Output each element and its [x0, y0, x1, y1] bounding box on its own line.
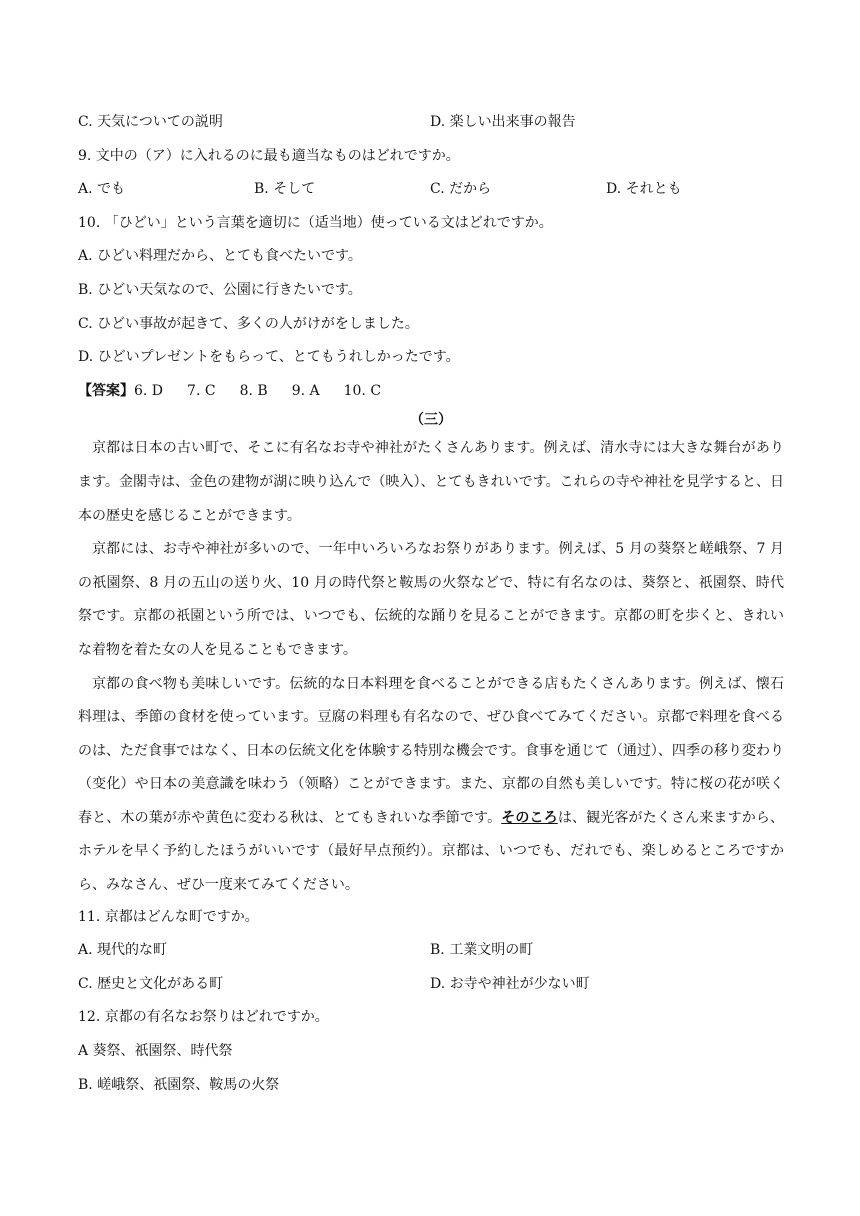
q10-option-c: C. ひどい事故が起きて、多くの人がけがをしました。 — [78, 315, 419, 332]
q9-option-d: D. それとも — [606, 181, 682, 198]
q11-question: 11. 京都はどんな町ですか。 — [78, 908, 259, 925]
answer-item: 6. D — [134, 382, 164, 399]
answer-label: 【答案】 — [78, 382, 134, 399]
q11-option-d: D. お寺や神社が少ない町 — [430, 975, 590, 992]
q11-option-a: A. 現代的な町 — [78, 942, 168, 959]
q10-option-a: A. ひどい料理だから、とても食べたいです。 — [78, 248, 362, 265]
answer-item: 10. C — [343, 382, 382, 399]
q8-option-c: C. 天気についての説明 — [78, 114, 223, 130]
q10-option-d: D. ひどいプレゼントをもらって、とてもうれしかったです。 — [78, 349, 460, 366]
passage-paragraph-1: 京都は日本の古い町で、そこに有名なお寺や神社がたくさんあります。例えば、清水寺には大きな舞台があります。金閣寺は、金色の建物が湖に映り込んで（映入）、とてもきれいです。これらの寺や神社を見学すると、日本の歴史を感じることができます。 — [78, 440, 784, 524]
answer-key — [78, 377, 784, 411]
exam-page — [78, 108, 784, 1104]
q9-question: 9. 文中の（ア）に入れるのに最も適当なものはどれですか。 — [78, 147, 460, 164]
q11-options-row-1 — [78, 936, 784, 970]
answer-item: 8. B — [239, 382, 268, 399]
q10-question: 10. 「ひどい」という言葉を適切に（适当地）使っている文はどれですか。 — [78, 214, 553, 231]
q11-options-row-2 — [78, 970, 784, 1004]
q8-option-d: D. 楽しい出来事の報告 — [430, 114, 576, 130]
q9-options-row — [78, 175, 784, 209]
q9-option-c: C. だから — [430, 181, 492, 198]
answer-item: 7. C — [187, 382, 216, 399]
section-heading: （三） — [410, 412, 452, 429]
answer-item: 9. A — [291, 382, 320, 399]
q8-options-row — [78, 108, 784, 142]
q9-option-a: A. でも — [78, 181, 126, 198]
passage-paragraph-3 — [78, 668, 784, 903]
passage-paragraph-3-text-end: は、観光客がたくさん来ますから、ホテルを早く予約したほうがいいです（最好早点预约）。京都は、いつでも、だれでも、楽しめるところですから、みなさん、ぜひ一度来てみてください。 — [78, 809, 785, 894]
passage-paragraph-3-text: 京都の食べ物も美味しいです。伝統的な日本料理を食べることができる店もたくさんあります。例えば、懐石料理は、季節の食材を使っています。豆腐の料理も有名なので、ぜひ食べてみてください。京都で料理を食べるのは、ただ食事ではなく、日本の伝統文化を体験する特別な機会です。食事を通じて（通过）、四季の移り変わり（变化）や日本の美意識を味わう（领略）ことができます。また、京都の自然も美しいです。特に桜の花が咲く春と、木の葉が赤や黄色に変わる秋は、とてもきれいな季節です。 — [78, 675, 784, 826]
underlined-phrase: そのころ — [501, 809, 558, 826]
q11-option-c: C. 歴史と文化がある町 — [78, 975, 224, 992]
q11-option-b: B. 工業文明の町 — [430, 942, 534, 959]
q12-option-a: A 葵祭、祇園祭、時代祭 — [78, 1043, 233, 1060]
passage-paragraph-2: 京都には、お寺や神社が多いので、一年中いろいろなお祭りがあります。例えば、5 月の葵祭と嵯峨祭、7 月の祇園祭、8 月の五山の送り火、10 月の時代祭と鞍馬の火祭などで、特に有名なのは、葵祭と、祇園祭、時代祭です。京都の祇園という所では、いつでも、伝統的な踊りを見ることができます。京都の町を歩くと、きれいな着物を着た女の人を見ることもできます。 — [78, 541, 784, 658]
q10-option-b: B. ひどい天気なので、公園に行きたいです。 — [78, 281, 362, 298]
q12-question: 12. 京都の有名なお祭りはどれですか。 — [78, 1009, 329, 1026]
q12-option-b: B. 嵯峨祭、祇園祭、鞍馬の火祭 — [78, 1076, 280, 1093]
q9-option-b: B. そして — [254, 181, 316, 198]
